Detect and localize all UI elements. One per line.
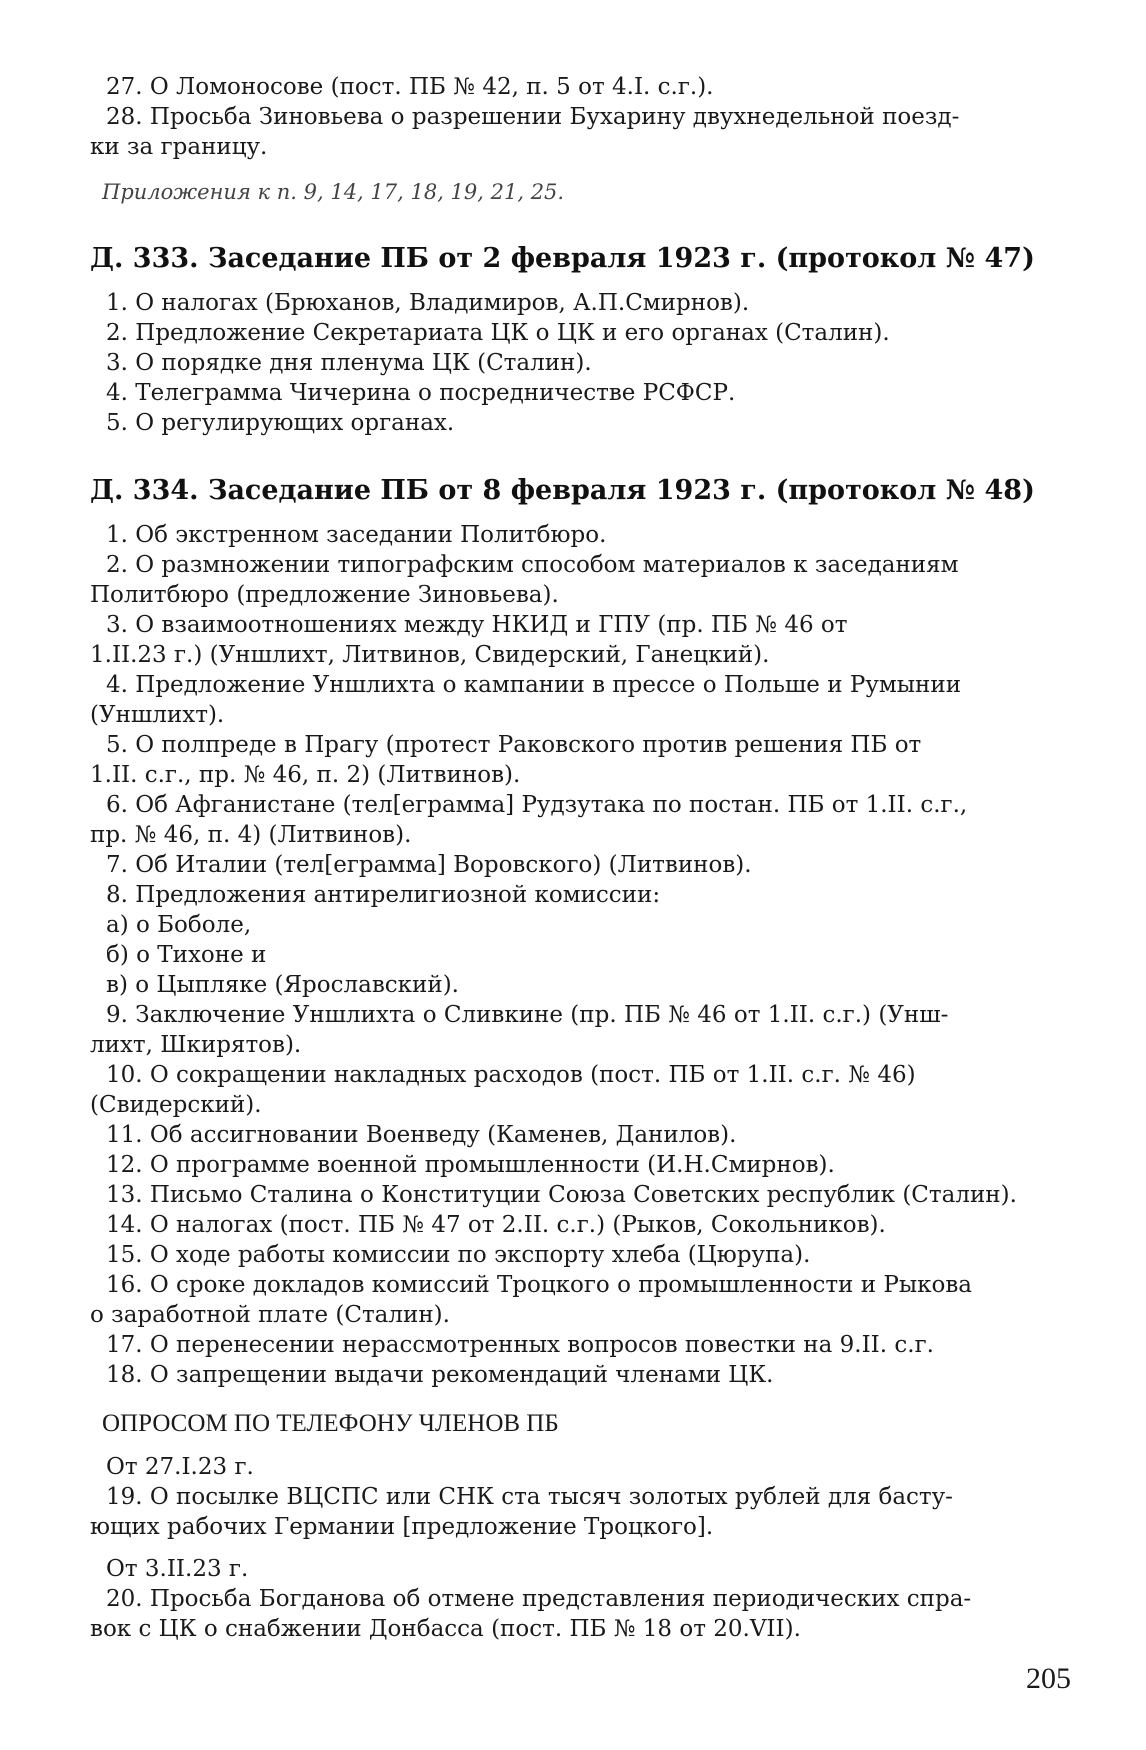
m334-subitem: а) о Боболе, [106, 912, 252, 938]
poll-item-19: 19. О посылке ВЦСПС или СНК ста тысяч золотых рублей для басту- [106, 1484, 953, 1510]
m333-item: 5. О регулирующих органах. [106, 410, 455, 436]
m334-item: 17. О перенесении нерассмотренных вопросов повестки на 9.II. с.г. [106, 1332, 934, 1358]
m334-item-cont: (Уншлихт). [90, 702, 225, 728]
m334-item: 1. Об экстренном заседании Политбюро. [106, 522, 607, 548]
m334-subitem: в) о Цыпляке (Ярославский). [106, 972, 459, 998]
m333-item: 1. О налогах (Брюханов, Владимиров, А.П.Смирнов). [106, 290, 750, 316]
m334-item-cont: лихт, Шкирятов). [90, 1032, 302, 1058]
m334-item: 13. Письмо Сталина о Конституции Союза Советских республик (Сталин). [106, 1182, 1017, 1208]
meeting-333-heading: Д. 333. Заседание ПБ от 2 февраля 1923 г. (протокол № 47) [90, 243, 1035, 274]
poll-date: От 27.I.23 г. [106, 1454, 254, 1480]
poll-date: От 3.II.23 г. [106, 1556, 249, 1582]
m334-item: 18. О запрещении выдачи рекомендаций членами ЦК. [106, 1362, 774, 1388]
m334-item: 4. Предложение Уншлихта о кампании в прессе о Польше и Румынии [106, 672, 962, 698]
m334-item: 9. Заключение Уншлихта о Сливкине (пр. ПБ № 46 от 1.II. с.г.) (Унш- [106, 1002, 949, 1028]
annex-note: Приложения к п. 9, 14, 17, 18, 19, 21, 25. [102, 180, 565, 204]
poll-item-19-cont: ющих рабочих Германии [предложение Троцкого]. [90, 1514, 714, 1540]
m334-item: 5. О полпреде в Прагу (протест Раковского против решения ПБ от [106, 732, 922, 758]
m334-item-cont: пр. № 46, п. 4) (Литвинов). [90, 822, 412, 848]
meeting-334-heading: Д. 334. Заседание ПБ от 8 февраля 1923 г. (протокол № 48) [90, 475, 1035, 506]
item-28: 28. Просьба Зиновьева о разрешении Бухарину двухнедельной поезд- [106, 104, 960, 130]
m334-item: 6. Об Афганистане (тел[еграмма] Рудзутака по постан. ПБ от 1.II. с.г., [106, 792, 968, 818]
m333-item: 2. Предложение Секретариата ЦК о ЦК и его органах (Сталин). [106, 320, 890, 346]
poll-item-20: 20. Просьба Богданова об отмене представления периодических спра- [106, 1586, 972, 1612]
m334-item: 14. О налогах (пост. ПБ № 47 от 2.II. с.г.) (Рыков, Сокольников). [106, 1212, 886, 1238]
m334-item: 16. О сроке докладов комиссий Троцкого о промышленности и Рыкова [106, 1272, 973, 1298]
m334-item-cont: Политбюро (предложение Зиновьева). [90, 582, 559, 608]
m334-item: 3. О взаимоотношениях между НКИД и ГПУ (пр. ПБ № 46 от [106, 612, 848, 638]
m334-item: 10. О сокращении накладных расходов (пост. ПБ от 1.II. с.г. № 46) [106, 1062, 916, 1088]
m334-item: 15. О ходе работы комиссии по экспорту хлеба (Цюрупа). [106, 1242, 811, 1268]
m334-item: 12. О программе военной промышленности (И.Н.Смирнов). [106, 1152, 835, 1178]
m334-item-cont: о заработной плате (Сталин). [90, 1302, 450, 1328]
m333-item: 3. О порядке дня пленума ЦК (Сталин). [106, 350, 592, 376]
m334-item: 11. Об ассигновании Военведу (Каменев, Данилов). [106, 1122, 737, 1148]
m334-subitem: б) о Тихоне и [106, 942, 267, 968]
poll-item-20-cont: вок с ЦК о снабжении Донбасса (пост. ПБ № 18 от 20.VII). [90, 1616, 801, 1642]
item-27: 27. О Ломоносове (пост. ПБ № 42, п. 5 от 4.I. с.г.). [106, 74, 714, 100]
m334-item-cont: 1.II.23 г.) (Уншлихт, Литвинов, Свидерский, Ганецкий). [90, 642, 770, 668]
page-number: 205 [1026, 1662, 1071, 1695]
item-28-cont: ки за границу. [90, 134, 268, 160]
m334-item-cont: (Свидерский). [90, 1092, 262, 1118]
m333-item: 4. Телеграмма Чичерина о посредничестве РСФСР. [106, 380, 736, 406]
m334-item: 7. Об Италии (тел[еграмма] Воровского) (Литвинов). [106, 852, 752, 878]
m334-item: 2. О размножении типографским способом материалов к заседаниям [106, 552, 959, 578]
phone-poll-title: ОПРОСОМ ПО ТЕЛЕФОНУ ЧЛЕНОВ ПБ [102, 1410, 559, 1437]
m334-item: 8. Предложения антирелигиозной комиссии: [106, 882, 661, 908]
m334-item-cont: 1.II. с.г., пр. № 46, п. 2) (Литвинов). [90, 762, 521, 788]
